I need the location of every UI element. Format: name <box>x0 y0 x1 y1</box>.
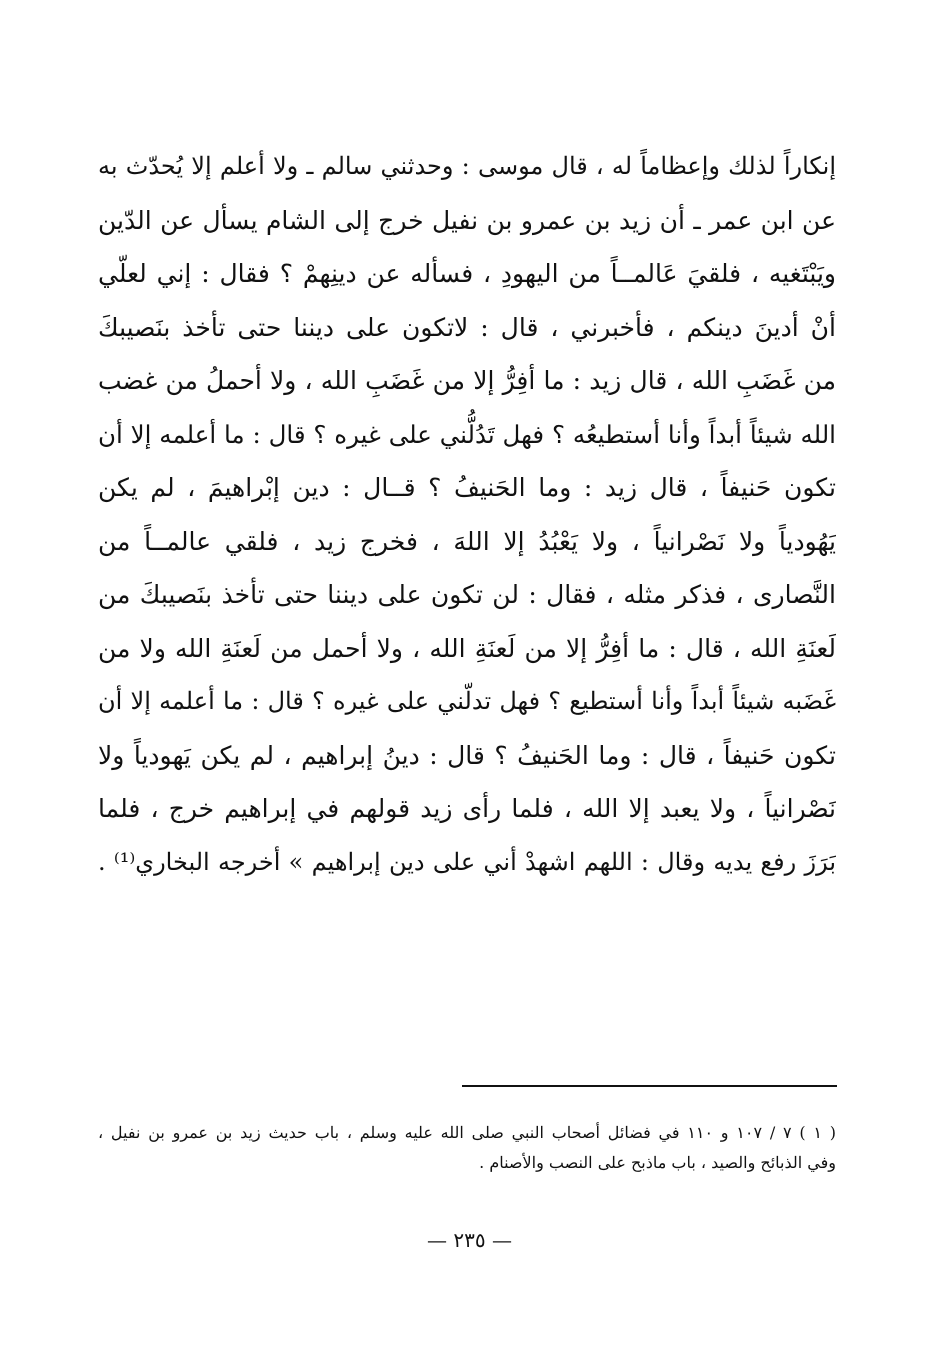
main-text-block <box>98 140 836 889</box>
footnote-line: ( ١ ) ٧ / ١٠٧ و ١١٠ في فضائل أصحاب النبي صلى الله عليه وسلم ، باب حديث زيد بن عمرو بن نفيل ، <box>98 1123 836 1142</box>
text-line: ويَبْتَغيه ، فلقيَ عَالمــاً من اليهودِ ، فسأله عن دينِهمْ ؟ فقال : إني لعلّي <box>98 259 836 288</box>
text-line: النَّصارى ، فذكر مثله ، فقال : لن تكون على ديننا حتى تأخذ بنَصيبكَ من <box>98 580 836 609</box>
text-line: الله شيئاً أبداً وأنا أستطيعُه ؟ فهل تَدُلُّني على غيره ؟ قال : ما أعلمه إلا أن <box>98 419 836 449</box>
text-line: إنكاراً لذلك وإعظاماً له ، قال موسى : وحدثني سالم ـ ولا أعلم إلا يُحدّث به <box>98 152 836 180</box>
text-line: عن ابن عمر ـ أن زيد بن عمرو بن نفيل خرج إلى الشام يسأل عن الدّين <box>98 205 836 235</box>
text-line: تكون حَنيفاً ، قال زيد : وما الحَنيفُ ؟ قــال : دين إبْراهيمَ ، لم يكن <box>98 473 836 502</box>
text-line: من غَضَبِ الله ، قال زيد : ما أفِرُّ إلا من غَضَبِ الله ، ولا أحملُ من غضب <box>98 366 836 395</box>
text-line: نَصْرانياً ، ولا يعبد إلا الله ، فلما رأى زيد قولهم في إبراهيم خرج ، فلما <box>98 794 836 823</box>
text-line: أنْ أدينَ دينكم ، فأخبرني ، قال : لاتكون على ديننا حتى تأخذ بنَصيبكَ <box>98 312 836 342</box>
page-number: — ٢٣٥ — <box>427 1228 512 1252</box>
footnote-line: وفي الذبائح والصيد ، باب ماذبح على النصب والأصنام . <box>479 1153 836 1172</box>
text-line: تكون حَنيفاً ، قال : وما الحَنيفُ ؟ قال : دينُ إبراهيم ، لم يكن يَهودياً ولا <box>98 740 836 770</box>
text-line: بَرَزَ رفع يديه وقال : اللهم اشهدْ أني على دين إبراهيم » أخرجه البخاري⁽¹⁾ . <box>98 847 836 876</box>
text-line: يَهُودياً ولا نَصْرانياً ، ولا يَعْبُدُ إلا اللهَ ، فخرج زيد ، فلقي عالمــاً من <box>98 526 836 556</box>
text-line: لَعنَةِ الله ، قال : ما أفِرُّ إلا من لَعنَةِ الله ، ولا أحمل من لَعنَةِ الله ولا من <box>98 633 836 663</box>
footnote-divider <box>462 1085 837 1087</box>
text-line: غَضَبه شيئاً أبداً وأنا أستطيع ؟ فهل تدلّني على غيره ؟ قال : ما أعلمه إلا أن <box>98 687 836 715</box>
footnotes-block <box>98 1118 836 1178</box>
